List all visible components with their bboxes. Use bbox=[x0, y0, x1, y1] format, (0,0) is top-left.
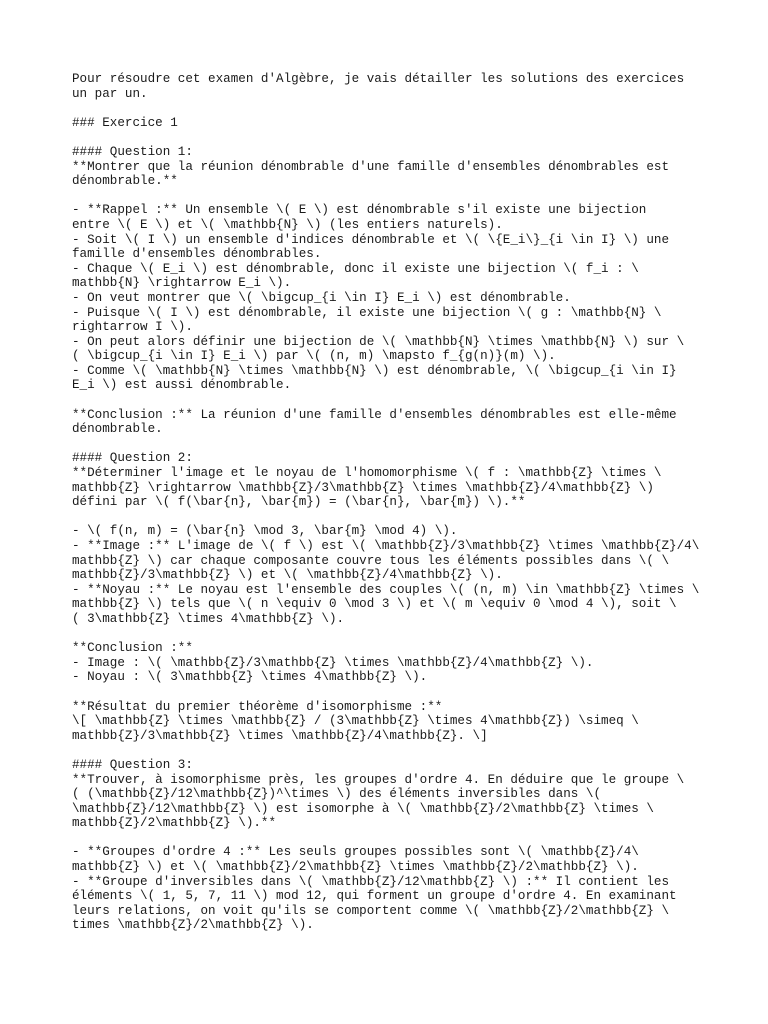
text-line: famille d'ensembles dénombrables. bbox=[72, 247, 322, 262]
bullet-line: - \( f(n, m) = (\bar{n} \mod 3, \bar{m} \mod 4) \). bbox=[72, 524, 458, 539]
text-line: ( 3\mathbb{Z} \times 4\mathbb{Z} \). bbox=[72, 611, 345, 626]
blank-line bbox=[72, 130, 712, 145]
blank-line bbox=[72, 393, 712, 408]
exercise-heading: ### Exercice 1 bbox=[72, 115, 178, 130]
blank-line bbox=[72, 510, 712, 525]
bullet-line: - **Groupes d'ordre 4 :** Les seuls groupes possibles sont \( \mathbb{Z}/4\ bbox=[72, 845, 639, 860]
text-line: dénombrable.** bbox=[72, 174, 178, 189]
blank-line bbox=[72, 101, 712, 116]
text-line: mathbb{Z}/2\mathbb{Z} \).** bbox=[72, 816, 277, 831]
blank-line bbox=[72, 685, 712, 700]
text-line: rightarrow I \). bbox=[72, 320, 193, 335]
blank-line bbox=[72, 743, 712, 758]
bold-statement-line: **Conclusion :** bbox=[72, 641, 193, 656]
bold-statement-line: **Déterminer l'image et le noyau de l'homomorphisme \( f : \mathbb{Z} \times \ bbox=[72, 466, 662, 481]
bullet-line: - Puisque \( I \) est dénombrable, il existe une bijection \( g : \mathbb{N} \ bbox=[72, 305, 662, 320]
question-heading: #### Question 2: bbox=[72, 451, 193, 466]
text-line: mathbb{Z} \) et \( \mathbb{Z}/2\mathbb{Z} \times \mathbb{Z}/2\mathbb{Z} \). bbox=[72, 860, 639, 875]
blank-line bbox=[72, 831, 712, 846]
text-line: times \mathbb{Z}/2\mathbb{Z} \). bbox=[72, 918, 314, 933]
text-line: ( \bigcup_{i \in I} E_i \) par \( (n, m) \mapsto f_{g(n)}(m) \). bbox=[72, 349, 556, 364]
text-line: mathbb{Z} \) car chaque composante couvre tous les éléments possibles dans \( \ bbox=[72, 553, 670, 568]
text-line: \[ \mathbb{Z} \times \mathbb{Z} / (3\mathbb{Z} \times 4\mathbb{Z}) \simeq \ bbox=[72, 714, 639, 729]
bullet-line: - **Rappel :** Un ensemble \( E \) est dénombrable s'il existe une bijection bbox=[72, 203, 647, 218]
question-heading: #### Question 3: bbox=[72, 757, 193, 772]
bullet-line: - **Noyau :** Le noyau est l'ensemble des couples \( (n, m) \in \mathbb{Z} \times \ bbox=[72, 582, 700, 597]
bullet-line: - On veut montrer que \( \bigcup_{i \in I} E_i \) est dénombrable. bbox=[72, 290, 571, 305]
blank-line bbox=[72, 189, 712, 204]
bullet-line: - **Groupe d'inversibles dans \( \mathbb{Z}/12\mathbb{Z} \) :** Il contient les bbox=[72, 874, 670, 889]
text-line: ( (\mathbb{Z}/12\mathbb{Z})^\times \) des éléments inversibles dans \( bbox=[72, 787, 602, 802]
text-line: éléments \( 1, 5, 7, 11 \) mod 12, qui forment un groupe d'ordre 4. En examinant bbox=[72, 889, 677, 904]
blank-line bbox=[72, 437, 712, 452]
bullet-line: - Image : \( \mathbb{Z}/3\mathbb{Z} \times \mathbb{Z}/4\mathbb{Z} \). bbox=[72, 655, 594, 670]
text-line: E_i \) est aussi dénombrable. bbox=[72, 378, 292, 393]
blank-line bbox=[72, 627, 712, 642]
bullet-line: - **Image :** L'image de \( f \) est \( \mathbb{Z}/3\mathbb{Z} \times \mathbb{Z}/4\ bbox=[72, 539, 700, 553]
bold-statement-line: **Résultat du premier théorème d'isomorphisme :** bbox=[72, 699, 443, 714]
text-line: entre \( E \) et \( \mathbb{N} \) (les entiers naturels). bbox=[72, 217, 503, 232]
text-line: mathbb{Z}/3\mathbb{Z} \) et \( \mathbb{Z}/4\mathbb{Z} \). bbox=[72, 568, 503, 583]
text-line: dénombrable. bbox=[72, 422, 163, 437]
text-line: mathbb{Z} \) tels que \( n \equiv 0 \mod 3 \) et \( m \equiv 0 \mod 4 \), soit \ bbox=[72, 597, 677, 612]
question-heading: #### Question 1: bbox=[72, 144, 193, 159]
text-line: défini par \( f(\bar{n}, \bar{m}) = (\bar{n}, \bar{m}) \).** bbox=[72, 495, 526, 510]
bold-statement-line: **Conclusion :** La réunion d'une famille d'ensembles dénombrables est elle-même bbox=[72, 407, 677, 422]
bullet-line: - Noyau : \( 3\mathbb{Z} \times 4\mathbb{Z} \). bbox=[72, 670, 428, 685]
document-body bbox=[72, 72, 712, 933]
bullet-line: - Comme \( \mathbb{N} \times \mathbb{N} \) est dénombrable, \( \bigcup_{i \in I} bbox=[72, 363, 677, 378]
bold-statement-line: **Montrer que la réunion dénombrable d'une famille d'ensembles dénombrables est bbox=[72, 159, 670, 174]
bullet-line: - On peut alors définir une bijection de \( \mathbb{N} \times \mathbb{N} \) sur \ bbox=[72, 334, 685, 349]
bold-statement-line: **Trouver, à isomorphisme près, les groupes d'ordre 4. En déduire que le groupe \ bbox=[72, 772, 685, 787]
text-line: un par un. bbox=[72, 86, 148, 101]
text-line: mathbb{Z}/3\mathbb{Z} \times \mathbb{Z}/4\mathbb{Z}. \] bbox=[72, 728, 488, 743]
text-line: Pour résoudre cet examen d'Algèbre, je vais détailler les solutions des exercices bbox=[72, 72, 685, 86]
text-line: mathbb{Z} \rightarrow \mathbb{Z}/3\mathbb{Z} \times \mathbb{Z}/4\mathbb{Z} \) bbox=[72, 480, 654, 495]
bullet-line: - Soit \( I \) un ensemble d'indices dénombrable et \( \{E_i\}_{i \in I} \) une bbox=[72, 232, 670, 247]
text-line: \mathbb{Z}/12\mathbb{Z} \) est isomorphe à \( \mathbb{Z}/2\mathbb{Z} \times \ bbox=[72, 801, 654, 816]
bullet-line: - Chaque \( E_i \) est dénombrable, donc il existe une bijection \( f_i : \ bbox=[72, 261, 639, 276]
text-line: mathbb{N} \rightarrow E_i \). bbox=[72, 276, 292, 291]
text-line: leurs relations, on voit qu'ils se comportent comme \( \mathbb{Z}/2\mathbb{Z} \ bbox=[72, 903, 670, 918]
